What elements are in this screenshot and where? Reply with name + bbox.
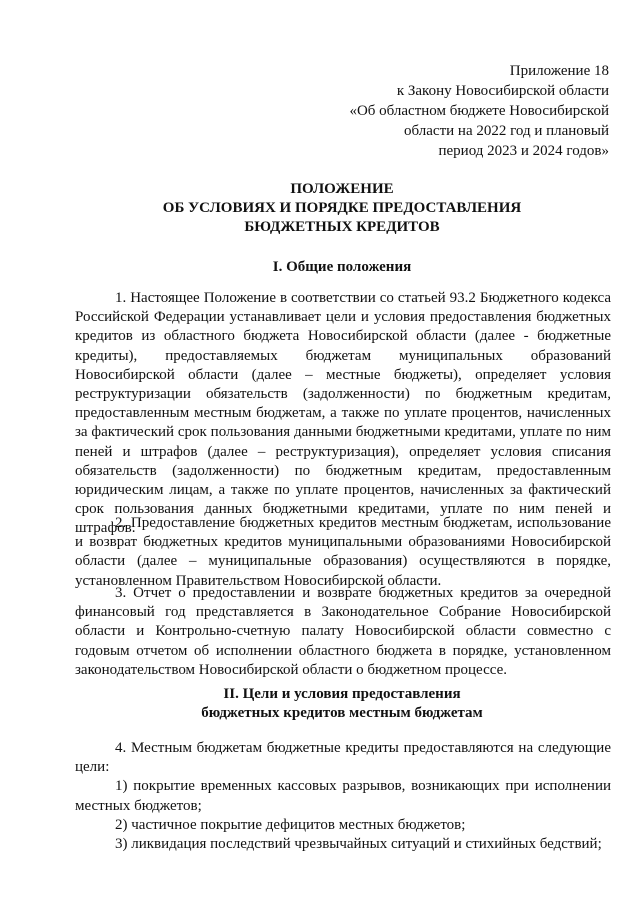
paragraph-line: годовым отчетом об исполнении областного бюджета в порядке, установленном xyxy=(75,642,611,659)
paragraph-line: предоставленным местным бюджетам, а также по уплате процентов, начисленных xyxy=(75,405,611,422)
paragraph-line: цели: xyxy=(75,759,110,776)
paragraph-line: финансовый год представляется в Законодательное Собрание Новосибирской xyxy=(75,604,611,621)
section-2-heading xyxy=(0,685,640,723)
annex-line: к Закону Новосибирской области xyxy=(396,83,609,99)
paragraph-line: юридическим лицам, а также по уплате процентов, начисленных за фактический xyxy=(75,481,611,498)
paragraph-line: за фактический срок пользования данными бюджетными кредитами, уплате по ним xyxy=(75,424,611,441)
section-1-heading: I. Общие положения xyxy=(272,259,412,275)
list-item-line: 3) ликвидация последствий чрезвычайных ситуаций и стихийных бедствий; xyxy=(115,835,602,852)
paragraph-line: области и Контрольно-счетную палату Новосибирской области совместно с xyxy=(75,623,611,640)
paragraph-line: 2. Предоставление бюджетных кредитов местным бюджетам, использование xyxy=(115,515,611,531)
paragraph-line: Новосибирской области (далее – местные бюджеты), определяет условия xyxy=(75,366,611,383)
document-title xyxy=(0,180,640,237)
section-2-heading-line: II. Цели и условия предоставления xyxy=(223,686,461,702)
list-item-line: 1) покрытие временных кассовых разрывов, возникающих при исполнении xyxy=(115,778,611,795)
paragraph-line: 4. Местным бюджетам бюджетные кредиты предоставляются на следующие xyxy=(115,740,611,756)
title-line: БЮДЖЕТНЫХ КРЕДИТОВ xyxy=(244,219,440,235)
paragraph-line: обязательств (задолженности) по бюджетным кредитам, предоставленным xyxy=(75,462,611,479)
paragraph-4 xyxy=(75,739,611,854)
list-item-line: 2) частичное покрытие дефицитов местных бюджетов; xyxy=(115,816,466,833)
paragraph-line: реструктуризации обязательств (задолженности) по бюджетным кредитам, xyxy=(75,385,611,402)
section-2-heading-line: бюджетных кредитов местным бюджетам xyxy=(201,705,483,721)
paragraph-line: области (далее – муниципальные образования) осуществляются в порядке, xyxy=(75,553,611,570)
paragraph-line: штрафов. xyxy=(75,520,136,537)
paragraph-line: законодательством Новосибирской области о бюджетном процессе. xyxy=(75,661,507,678)
title-line: ОБ УСЛОВИЯХ И ПОРЯДКЕ ПРЕДОСТАВЛЕНИЯ xyxy=(162,200,522,216)
paragraph-line: 1. Настоящее Положение в соответствии со статьей 93.2 Бюджетного кодекса xyxy=(115,290,611,306)
annex-line: период 2023 и 2024 годов» xyxy=(438,143,609,159)
annex-line: Приложение 18 xyxy=(509,63,609,79)
paragraph-line: пеней и штрафов (далее – реструктуризация), определяет условия списания xyxy=(75,443,611,460)
annex-line: «Об областном бюджете Новосибирской xyxy=(349,103,609,119)
annex-line: области на 2022 год и плановый xyxy=(404,123,609,139)
annex-header xyxy=(289,61,609,161)
paragraph-line: и возврат бюджетных кредитов муниципальными образованиями Новосибирской xyxy=(75,534,611,551)
paragraph-line: 3. Отчет о предоставлении и возврате бюджетных кредитов за очередной xyxy=(115,585,611,601)
paragraph-line: установленном Правительством Новосибирской области. xyxy=(75,572,442,589)
paragraph-1 xyxy=(75,289,611,538)
paragraph-line: Российской Федерации устанавливает цели и условия предоставления бюджетных xyxy=(75,309,611,326)
paragraph-line: кредиты), предоставляемых бюджетам муниципальных образований xyxy=(75,347,611,364)
title-line: ПОЛОЖЕНИЕ xyxy=(290,181,394,197)
paragraph-line: срок пользования данных бюджетными кредитами, уплате по ним пеней и xyxy=(75,501,611,518)
paragraph-3 xyxy=(75,584,611,680)
paragraph-2 xyxy=(75,514,611,591)
list-item-line: местных бюджетов; xyxy=(75,797,202,814)
paragraph-line: кредитов из областного бюджета Новосибирской области (далее - бюджетные xyxy=(75,328,611,345)
